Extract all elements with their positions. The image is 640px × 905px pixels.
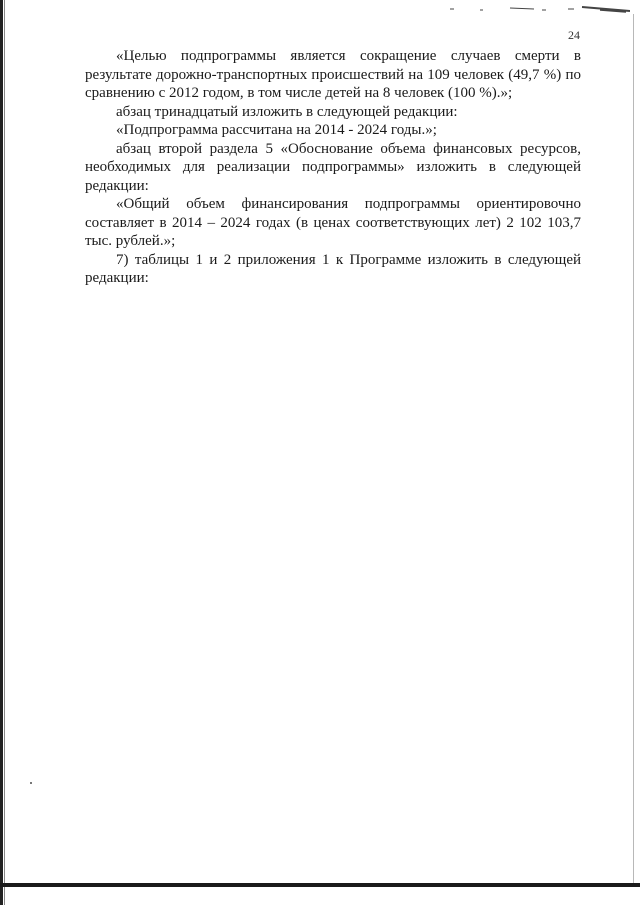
paragraph-section-5: абзац второй раздела 5 «Обоснование объема финансовых ресурсов, необходимых для реализации подпрограммы» изложить в следующей редакции: (85, 140, 581, 194)
page-number: 24 (568, 28, 580, 42)
scan-speck (30, 782, 32, 784)
paragraph-tables: 7) таблицы 1 и 2 приложения 1 к Программе изложить в следующей редакции: (85, 251, 581, 286)
scan-left-border (0, 0, 3, 905)
paragraph-period: «Подпрограмма рассчитана на 2014 - 2024 годы.»; (116, 122, 437, 138)
scan-bottom-border (0, 883, 640, 887)
paragraph-funding: «Общий объем финансирования подпрограммы ориентировочно составляет в 2014 – 2024 годах (в ценах соответствующих лет) 2 102 103,7 тыс. рублей.»; (85, 196, 581, 249)
document-body (85, 47, 581, 288)
paragraph-clause-13: абзац тринадцатый изложить в следующей редакции: (116, 103, 458, 120)
scan-left-border-inner (4, 0, 5, 905)
scan-right-edge (633, 14, 634, 884)
paragraph-goal: «Целью подпрограммы является сокращение случаев смерти в результате дорожно-транспортных происшествий на 109 человек (49,7 %) по сравнению с 2012 годом, в том числе детей на 8 человек (100 %).»; (85, 48, 581, 101)
scan-noise-mark (450, 4, 630, 14)
